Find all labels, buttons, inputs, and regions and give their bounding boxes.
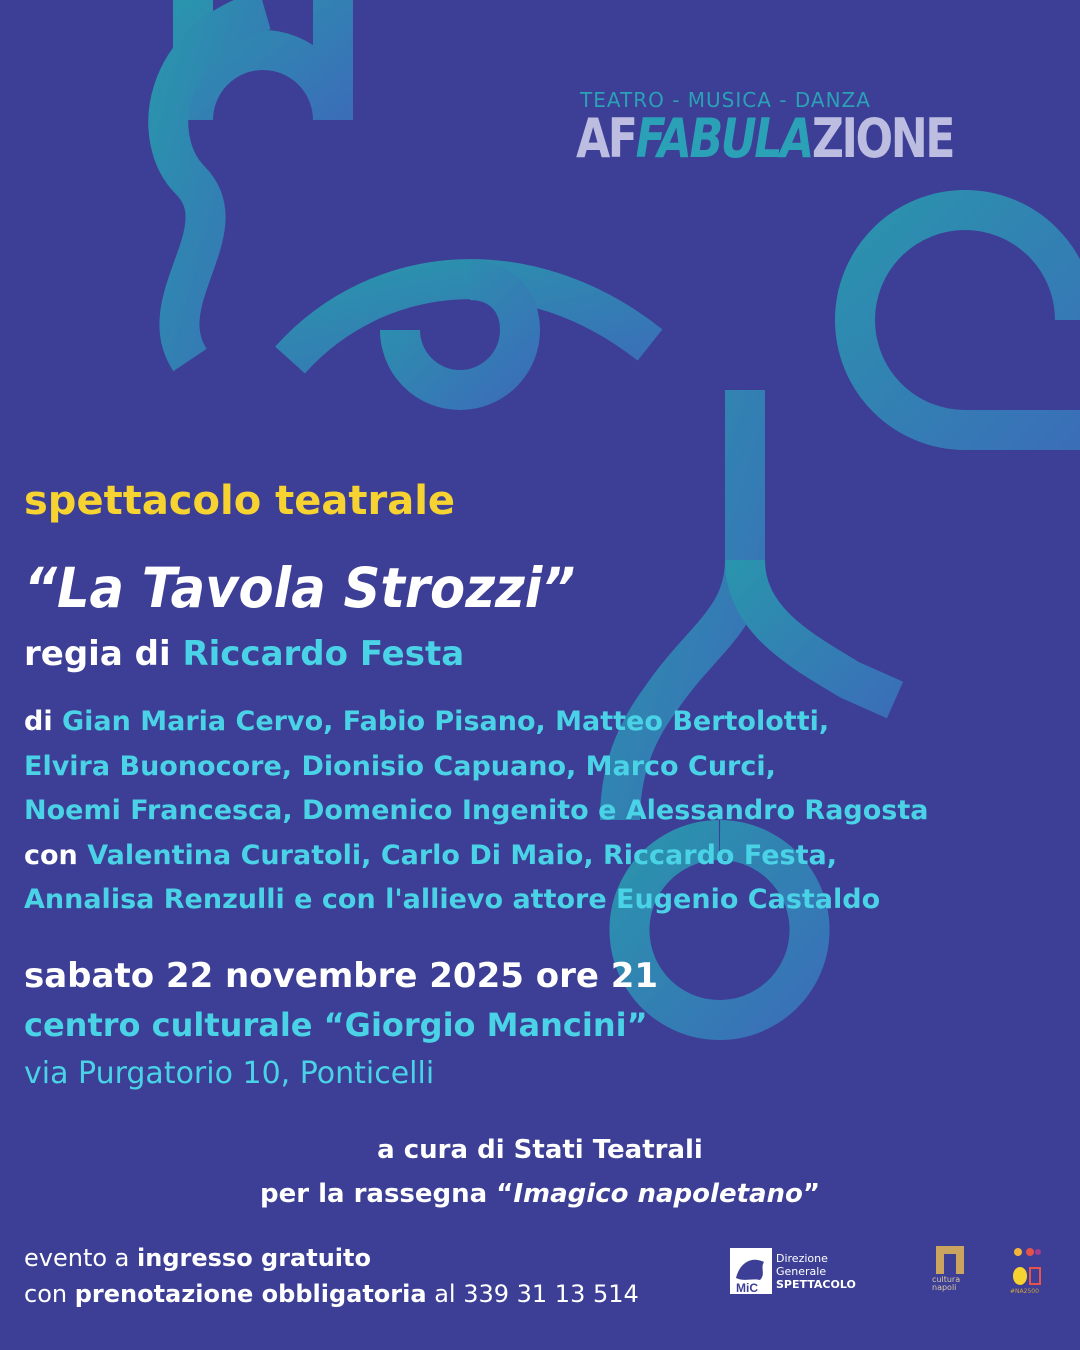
booking-line-1 bbox=[24, 1240, 639, 1276]
booking-text: con bbox=[24, 1280, 75, 1308]
mic-emblem-icon bbox=[730, 1248, 772, 1294]
napoli-2500-icon bbox=[1010, 1244, 1046, 1288]
mic-line-2: Generale bbox=[776, 1265, 827, 1278]
cast-prefix: con bbox=[24, 839, 78, 871]
event-address: via Purgatorio 10, Ponticelli bbox=[24, 1056, 435, 1091]
logo-text-af: AF bbox=[576, 107, 636, 170]
booking-info bbox=[24, 1240, 639, 1312]
mic-line-3: SPETTACOLO bbox=[776, 1278, 856, 1291]
curation-block bbox=[0, 1128, 1080, 1216]
booking-line-2 bbox=[24, 1276, 639, 1312]
cultura-line-2: napoli bbox=[932, 1283, 957, 1292]
logo-text-zione: ZIONE bbox=[811, 107, 954, 170]
curation-prefix: per la rassegna “ bbox=[259, 1179, 514, 1209]
authors-names-1: Gian Maria Cervo, Fabio Pisano, Matteo Bertolotti, bbox=[62, 706, 830, 737]
mic-spettacolo-logo bbox=[730, 1246, 870, 1298]
cultura-napoli-icon bbox=[930, 1244, 970, 1276]
napoli-2500-tag: #NA2500 bbox=[1010, 1288, 1039, 1295]
cast-line-2: Annalisa Renzulli e con l'allievo attore Eugenio Castaldo bbox=[24, 884, 881, 915]
festival-series-name: Imagico napoletano bbox=[513, 1179, 803, 1209]
booking-text: evento a bbox=[24, 1244, 138, 1272]
cultura-napoli-logo bbox=[930, 1244, 970, 1300]
logo-text-fabula: FABULA bbox=[635, 107, 812, 170]
festival-tagline: TEATRO - MUSICA - DANZA bbox=[580, 88, 871, 112]
event-kicker: spettacolo teatrale bbox=[24, 478, 456, 524]
event-title: “La Tavola Strozzi” bbox=[24, 556, 576, 620]
authors-line-2: Elvira Buonocore, Dionisio Capuano, Marco Curci, bbox=[24, 750, 776, 782]
director-name: Riccardo Festa bbox=[182, 634, 465, 674]
reservation-required-text: prenotazione obbligatoria bbox=[74, 1280, 427, 1308]
free-entry-text: ingresso gratuito bbox=[137, 1244, 371, 1272]
cultura-line-1: cultura bbox=[932, 1275, 961, 1284]
curation-suffix: ” bbox=[802, 1179, 821, 1209]
authors-line-1 bbox=[24, 700, 929, 745]
authors-line-3: Noemi Francesca, Domenico Ingenito e Alessandro Ragosta bbox=[24, 795, 929, 826]
phone-number: al 339 31 13 514 bbox=[426, 1280, 639, 1308]
event-datetime: sabato 22 novembre 2025 ore 21 bbox=[24, 956, 659, 996]
napoli-2500-logo bbox=[1010, 1244, 1046, 1300]
credits-block bbox=[24, 700, 929, 923]
cast-line-1 bbox=[24, 834, 929, 879]
mic-label bbox=[776, 1252, 856, 1291]
curation-line-1: a cura di Stati Teatrali bbox=[377, 1135, 703, 1165]
director-prefix: regia di bbox=[24, 634, 171, 674]
mouth-branch bbox=[745, 560, 895, 700]
curation-line-2 bbox=[0, 1172, 1080, 1216]
director-line bbox=[24, 634, 464, 674]
festival-logo bbox=[576, 107, 954, 170]
cultura-napoli-label bbox=[932, 1276, 960, 1292]
mic-line-1: Direzione bbox=[776, 1252, 828, 1265]
event-venue: centro culturale “Giorgio Mancini” bbox=[24, 1006, 648, 1044]
cast-names-1: Valentina Curatoli, Carlo Di Maio, Riccardo Festa, bbox=[87, 839, 837, 871]
authors-prefix: di bbox=[24, 706, 53, 737]
eye-right-ring bbox=[855, 210, 1080, 430]
mic-badge-text: MiC bbox=[736, 1281, 758, 1294]
